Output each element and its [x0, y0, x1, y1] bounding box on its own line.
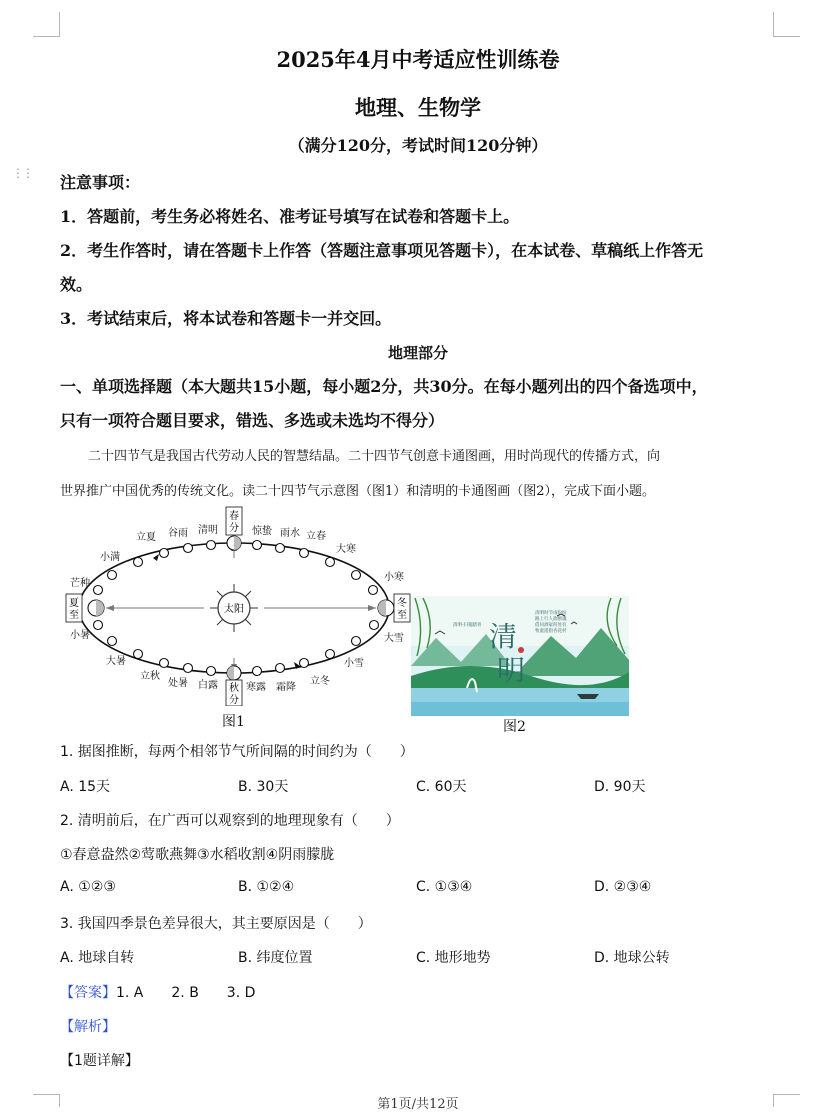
q1-option-a[interactable]: A. 15天	[60, 779, 111, 795]
solar-terms-diagram	[58, 506, 418, 706]
term-chunfen-2: 分	[229, 523, 239, 534]
q1-option-d[interactable]: D. 90天	[594, 779, 646, 795]
term-xiaohan: 小寒	[384, 572, 404, 583]
q1-stem: 1. 据图推断，每两个相邻节气所间隔的时间约为（ ）	[60, 744, 414, 760]
term-xiazhi-2: 至	[69, 610, 79, 621]
term-qiufen-2: 分	[229, 695, 239, 706]
q1-option-c[interactable]: C. 60天	[416, 779, 467, 795]
term-lidong: 立冬	[310, 676, 330, 687]
notice-item-2-cont: 效。	[60, 275, 93, 294]
q3-option-c[interactable]: C. 地形地势	[416, 950, 491, 966]
term-bailu: 白露	[198, 680, 218, 691]
term-chushu: 处暑	[168, 678, 188, 689]
term-xiaoman: 小满	[100, 552, 120, 563]
drag-handle-icon[interactable]: ⋮⋮	[12, 166, 32, 180]
term-chunfen-1: 春	[229, 511, 239, 522]
term-xiaoxue: 小雪	[344, 658, 364, 669]
term-yushui: 雨水	[280, 528, 300, 539]
q3-option-b[interactable]: B. 纬度位置	[238, 950, 313, 966]
part-instruction-2: 只有一项符合题目要求，错选、多选或未选均不得分）	[60, 411, 445, 430]
q2-option-c[interactable]: C. ①③④	[416, 879, 473, 895]
exam-title: 2025年4月中考适应性训练卷	[276, 47, 560, 72]
analysis-tag: 【解析】	[60, 1019, 116, 1035]
q1-option-b[interactable]: B. 30天	[238, 779, 289, 795]
term-dongzhi-2: 至	[397, 610, 407, 621]
notice-item-2: 2．考生作答时，请在答题卡上作答（答题注意事项见答题卡），在本试卷、草稿纸上作答无	[60, 241, 704, 260]
term-dashu: 大暑	[106, 656, 126, 667]
crop-mark-top-right	[773, 12, 800, 37]
q2-option-b[interactable]: B. ①②④	[238, 879, 295, 895]
term-lichun: 立春	[306, 531, 326, 542]
sun-icon	[210, 584, 258, 632]
svg-text:牧童遥指杏花村: 牧童遥指杏花村	[535, 629, 567, 634]
term-xiazhi-1: 夏	[69, 598, 79, 609]
term-qingming: 清明	[198, 525, 218, 536]
q3-stem: 3. 我国四季景色差异很大，其主要原因是（ ）	[60, 916, 372, 932]
side-caption: 清明·扫墓踏青	[453, 623, 482, 628]
term-lixia: 立夏	[136, 532, 156, 543]
answer-line	[60, 982, 255, 1002]
term-guyu: 谷雨	[168, 528, 188, 539]
q3-option-a[interactable]: A. 地球自转	[60, 950, 135, 966]
term-qiufen-1: 秋	[229, 683, 239, 694]
notice-heading: 注意事项：	[60, 173, 141, 192]
figure1-caption: 图1	[222, 714, 245, 730]
qingming-title-1: 清	[489, 620, 518, 653]
q3-option-d[interactable]: D. 地球公转	[594, 950, 670, 966]
intro-line-2: 世界推广中国优秀的传统文化。读二十四节气示意图（图1）和清明的卡通图画（图2），完成下面小题。	[60, 484, 656, 499]
detail-tag: 【1题详解】	[60, 1053, 139, 1069]
q2-statements: ①春意盎然②莺歌燕舞③水稻收割④阴雨朦胧	[60, 847, 335, 863]
svg-text:清明时节雨纷纷: 清明时节雨纷纷	[535, 611, 567, 616]
term-mangzhong: 芒种	[70, 578, 90, 589]
sun-label: 太阳	[224, 604, 244, 615]
intro-line-1: 二十四节气是我国古代劳动人民的智慧结晶。二十四节气创意卡通图画，用时尚现代的传播方式，向	[88, 449, 661, 464]
term-hanlu: 寒露	[246, 682, 266, 693]
term-liqiu: 立秋	[140, 671, 160, 682]
svg-text:借问酒家何处有: 借问酒家何处有	[535, 623, 567, 628]
term-shuangjiang: 霜降	[276, 682, 296, 693]
term-jingzhe: 惊蛰	[252, 526, 272, 537]
score-time: （满分120分，考试时间120分钟）	[288, 136, 548, 155]
section-title: 地理部分	[387, 344, 448, 362]
notice-item-3: 3．考试结束后，将本试卷和答题卡一并交回。	[60, 309, 392, 328]
exam-subject: 地理、生物学	[355, 95, 481, 120]
q2-option-a[interactable]: A. ①②③	[60, 879, 116, 895]
page-footer: 第1页/共12页	[377, 1097, 459, 1112]
answer-tag: 【答案】	[60, 985, 116, 1001]
answer-text: 1. A 2. B 3. D	[116, 985, 256, 1001]
qingming-cartoon-image	[411, 596, 629, 716]
figure2-caption: 图2	[503, 719, 526, 735]
term-dahan: 大寒	[336, 544, 356, 555]
term-xiaoshu: 小暑	[70, 630, 90, 641]
term-daxue: 大雪	[384, 633, 404, 644]
notice-item-1: 1．答题前，考生务必将姓名、准考证号填写在试卷和答题卡上。	[60, 207, 520, 226]
term-dongzhi-1: 冬	[397, 598, 407, 609]
crop-mark-top-left	[33, 12, 60, 37]
q2-stem: 2. 清明前后，在广西可以观察到的地理现象有（ ）	[60, 813, 400, 829]
svg-text:路上行人欲断魂: 路上行人欲断魂	[535, 617, 567, 622]
part-instruction-1: 一、单项选择题（本大题共15小题，每小题2分，共30分。在每小题列出的四个备选项中，	[60, 377, 708, 396]
q2-option-d[interactable]: D. ②③④	[594, 879, 652, 895]
qingming-title-2: 明	[497, 654, 526, 687]
